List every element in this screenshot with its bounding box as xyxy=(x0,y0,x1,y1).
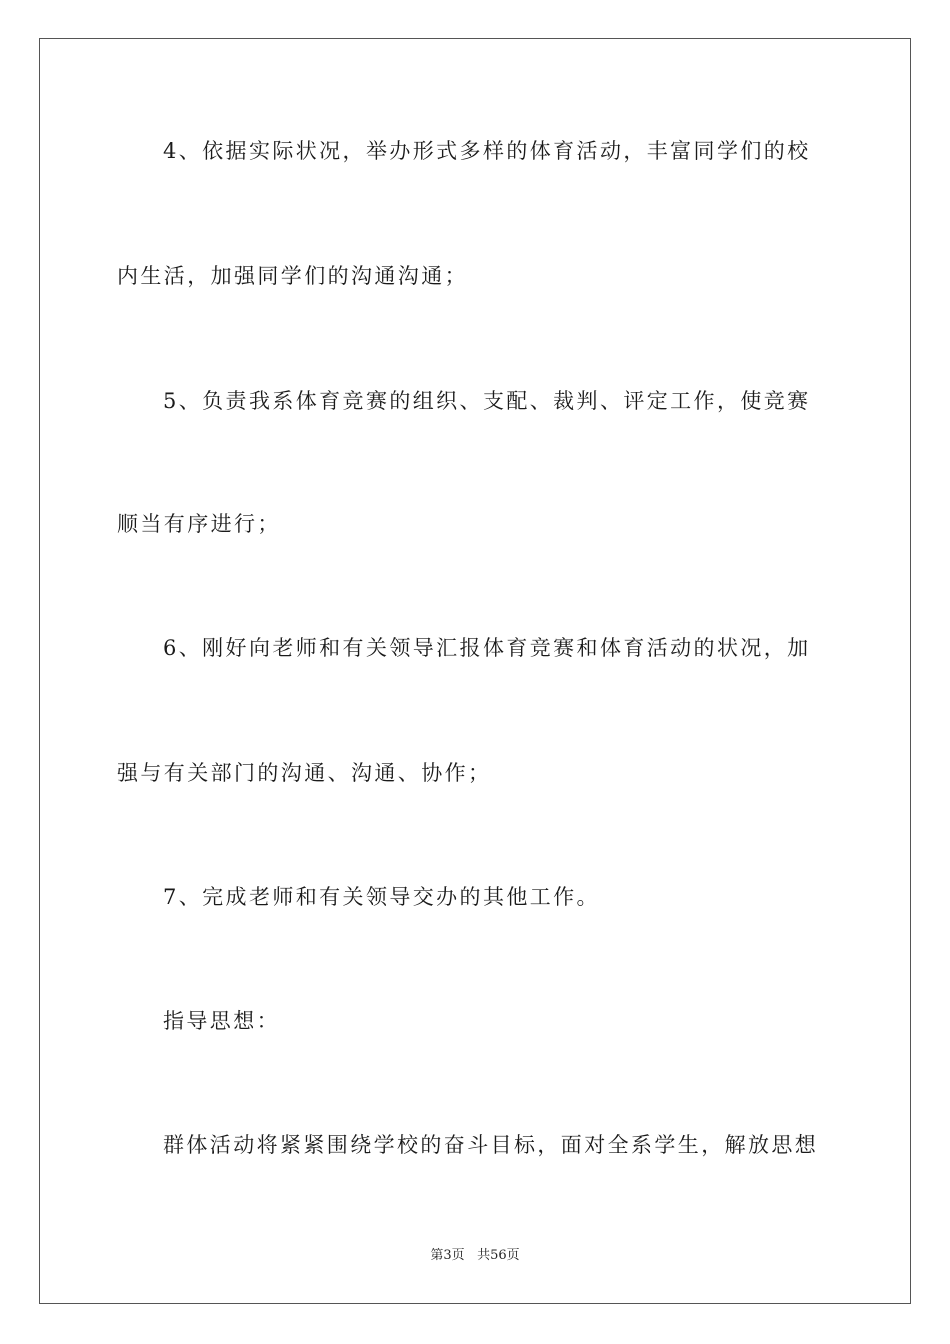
paragraph-line-item4-2: 内生活，加强同学们的沟通沟通； xyxy=(117,264,468,288)
paragraph-line-item7: 7、完成老师和有关领导交办的其他工作。 xyxy=(163,885,600,909)
page-footer xyxy=(0,1246,950,1266)
paragraph-line-item5-2: 顺当有序进行； xyxy=(117,512,281,536)
page-number: 第3页 xyxy=(430,1248,465,1263)
paragraph-line-item4-1: 4、依据实际状况，举办形式多样的体育活动，丰富同学们的校 xyxy=(163,139,811,163)
paragraph-line-item5-1: 5、负责我系体育竞赛的组织、支配、裁判、评定工作，使竞赛 xyxy=(163,389,811,413)
page-border xyxy=(39,38,911,1304)
section-heading-guiding-ideology: 指导思想： xyxy=(163,1009,280,1033)
paragraph-line-group-activity: 群体活动将紧紧围绕学校的奋斗目标，面对全系学生，解放思想 xyxy=(163,1133,819,1157)
page-total: 共56页 xyxy=(477,1248,520,1263)
paragraph-line-item6-1: 6、刚好向老师和有关领导汇报体育竞赛和体育活动的状况，加 xyxy=(163,636,811,660)
paragraph-line-item6-2: 强与有关部门的沟通、沟通、协作； xyxy=(117,761,492,785)
